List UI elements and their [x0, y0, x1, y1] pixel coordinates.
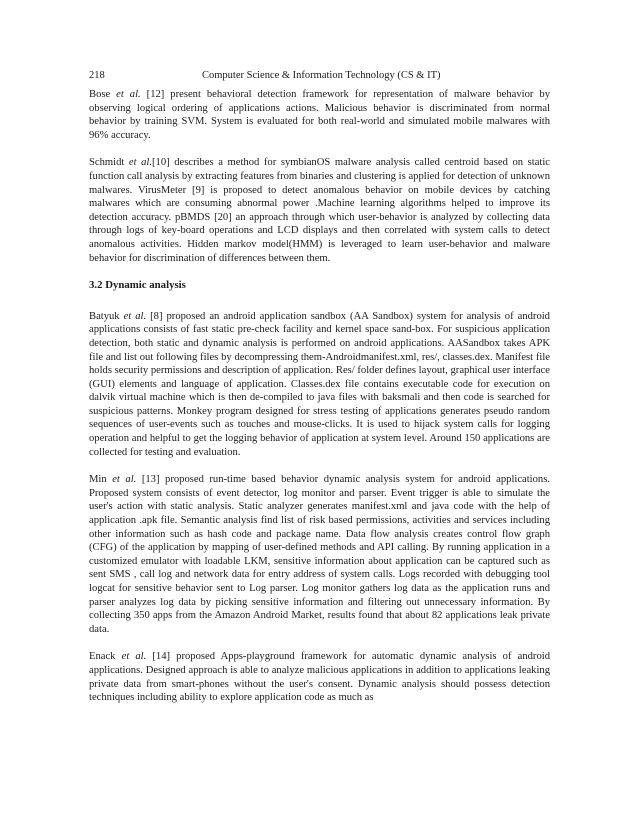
paragraph-enack	[89, 650, 550, 704]
paragraph-min	[89, 473, 550, 636]
et-al: et al.	[115, 651, 147, 663]
page-number: 218	[89, 70, 105, 81]
author-name: Bose	[89, 89, 111, 100]
paragraph-text: [8] proposed an android application sandbox (AA Sandbox) system for analysis of android applications consists of fast static pre-check facility and kernel space sand-box. For suspicious application detection, both static and dynamic analysis is performed on android applications. AASandbox takes APK file and list out following files by decompressing them-Androidmanifest.xml, res/, classes.dex. Manifest file holds security permissions and description of application. Res/ folder defines layout, graphical user interface (GUI) elements and language of application. Classes.dex file contains executable code for execution on dalvik virtual machine which is then de-compiled to java files with baksmali and then code is searched for suspicious patterns. Monkey program designed for stress testing of applications generates pseudo random sequences of user-events such as touches and mouse-clicks. It is used to hijack system calls for logging operation and helpful to get the logging behavior of application at system level. Around 150 applications are collected for testing and evaluation.	[89, 310, 550, 458]
et-al: et al.	[124, 157, 153, 169]
author-name: Schmidt	[89, 157, 125, 169]
et-al: et al.	[106, 474, 137, 486]
et-al: et al.	[119, 310, 147, 322]
paragraph-bose	[89, 88, 550, 142]
et-al: et al.	[110, 89, 141, 100]
paragraph-batyuk	[89, 310, 550, 460]
author-name: Batyuk	[89, 310, 120, 322]
paragraph-text: [10] describes a method for symbianOS malware analysis called centroid based on static function call analysis by extracting features from binaries and clustering is applied for detection of unknown malwares. VirusMeter [9] is proposed to detect anomalous behavior on mobile devices by catching malwares which are consuming abnormal power .Machine learning algorithms helped to improve its detection accuracy. pBMDS [20] an approach through which user-behavior is analyzed by collecting data through logs of key-board operations and LCD displays and then correlated with system calls to detect anomalous activities. Hidden markov model(HMM) is leveraged to learn user-behavior and malware behavior for discrimination of differences between them.	[89, 157, 550, 264]
paragraph-text: [13] proposed run-time based behavior dynamic analysis system for android applications. Proposed system consists of event detector, log monitor and parser. Event trigger is able to simulate the user's action with static analysis. Static analyzer generates manifest.xml and java code with the help of application .apk file. Semantic analysis find list of risk based permissions, activities and services including other information such as hash code and package name. Data flow analysis creates control flow graph (CFG) of the application by mapping of user-defined methods and API calling. By running application in a customized emulator with loadable LKM, sensitive information about application can be captured such as sent SMS , call log and network data for entry address of system calls. Logs recorded with debugging tool logcat for sensitive behavior sent to Log parser. Log monitor gathers log data as the application runs and parser analyzes log data by picking sensitive information and filtering out unnecessary information. By collecting 350 apps from the Amazon Android Market, results found that about 82 applications leak private data.	[89, 474, 550, 635]
section-heading: 3.2 Dynamic analysis	[89, 279, 186, 292]
body-text	[89, 88, 550, 719]
paragraph-text: [12] present behavioral detection framework for representation of malware behavior by observing logical ordering of applications actions. Malicious behavior is discriminated from normal behavior by training SVM. System is evaluated for both real-world and simulated mobile malwares with 96% accuracy.	[89, 89, 550, 141]
journal-title: Computer Science & Information Technology (CS & IT)	[202, 70, 441, 81]
paragraph-schmidt	[89, 156, 550, 265]
paragraph-text: [14] proposed Apps-playground framework for automatic dynamic analysis of android applications. Designed approach is able to analyze malicious applications in addition to applications leaking private data from smart-phones without the user's consent. Dynamic analysis should possess detection techniques including ability to explore application code as much as	[89, 651, 550, 704]
author-name: Enack	[89, 651, 116, 663]
author-name: Min	[89, 474, 107, 486]
